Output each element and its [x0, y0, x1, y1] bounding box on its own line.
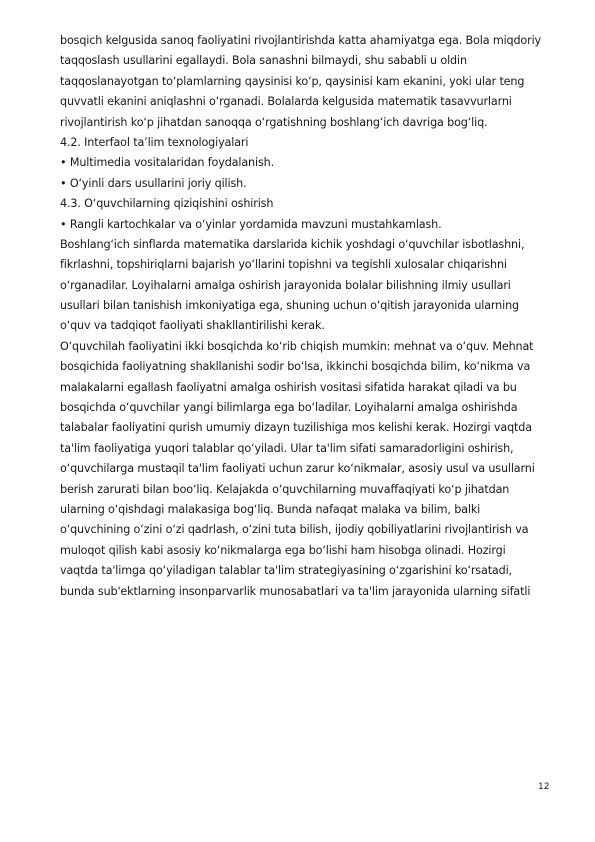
section-heading-4-3: 4.3. O‘quvchilarning qiziqishini oshirish	[60, 197, 274, 211]
text-line: malakalarni egallash faoliyatni amalga oshirish vositasi sifatida harakat qiladi va bu	[60, 380, 517, 394]
text-line: muloqot qilish kabi asosiy ko‘nikmalarga ega bo‘lishi ham hisobga olinadi. Hozirgi	[60, 543, 506, 557]
text-line: usullari bilan tanishish imkoniyatiga ega, shuning uchun o‘qitish jarayonida ularning	[60, 299, 519, 313]
text-line: vaqtda ta'limga qo‘yiladigan talablar ta'lim strategiyasining o‘zgarishini ko‘rsatadi,	[60, 564, 512, 578]
text-line: bosqich kelgusida sanoq faoliyatini rivojlantirishda katta ahamiyatga ega. Bola miqdoriy	[60, 34, 542, 47]
text-line: Boshlang‘ich sinflarda matematika darslarida kichik yoshdagi o‘quvchilar isbotlashni,	[60, 237, 525, 251]
text-line: o‘quvchining o‘zini o‘zi qadrlash, o‘zini tuta bilish, ijodiy qobiliyatlarini rivojlantirish va	[60, 523, 529, 537]
section-heading-4-2: 4.2. Interfaol ta’lim texnologiyalari	[60, 135, 249, 149]
text-line: talabalar faoliyatini qurish umumiy dizayn tuzilishiga mos kelishi kerak. Hozirgi vaqtda	[60, 421, 532, 435]
bullet-item: • Multimedia vositalaridan foydalanish.	[60, 156, 274, 170]
text-line: taqqoslash usullarini egallaydi. Bola sanashni bilmaydi, shu sababli u oldin	[60, 54, 467, 68]
text-line: ta'lim faoliyatiga yuqori talablar qo‘yiladi. Ular ta'lim sifati samaradorligini oshirish,	[60, 441, 514, 455]
text-line: taqqoslanayotgan to‘plamlarning qaysinisi ko‘p, qaysinisi kam ekanini, yoki ular teng	[60, 74, 525, 88]
text-line: o‘quv va tadqiqot faoliyati shakllantirilishi kerak.	[60, 319, 325, 333]
text-line: o‘rganadilar. Loyihalarni amalga oshirish jarayonida bolalar bilishning ilmiy usullari	[60, 278, 511, 292]
text-line: o‘quvchilarga mustaqil ta'lim faoliyati uchun zarur ko‘nikmalar, asosiy usul va usullarni	[60, 462, 535, 476]
text-line: rivojlantirish ko‘p jihatdan sanoqqa o‘rgatishning boshlang‘ich davriga bog‘liq.	[60, 115, 488, 129]
text-line: ularning o‘qishdagi malakasiga bog‘liq. Bunda nafaqat malaka va bilim, balki	[60, 502, 481, 516]
text-line: bunda sub'ektlarning insonparvarlik munosabatlari va ta'lim jarayonida ularning sifatli	[60, 584, 531, 598]
page-number: 12	[538, 782, 550, 792]
text-line: fikrlashni, topshiriqlarni bajarish yo‘llarini topishni va tegishli xulosalar chiqarishni	[60, 258, 507, 272]
text-line: berish zarurati bilan boo‘liq. Kelajakda o‘quvchilarning muvaffaqiyati ko‘p jihatdan	[60, 482, 510, 496]
page-body	[60, 31, 560, 602]
bullet-item: • O‘yinli dars usullarini joriy qilish.	[60, 176, 247, 190]
text-line: bosqichida faoliyatning shakllanishi sodir bo‘lsa, ikkinchi bosqichda bilim, ko‘nikma va	[60, 360, 531, 374]
text-line: quvvatli ekanini aniqlashni o‘rganadi. Bolalarda kelgusida matematik tasavvurlarni	[60, 95, 512, 109]
text-line: O‘quvchilah faoliyatini ikki bosqichda ko‘rib chiqish mumkin: mehnat va o‘quv. Mehnat	[60, 339, 534, 353]
bullet-item: • Rangli kartochkalar va o‘yinlar yordamida mavzuni mustahkamlash.	[60, 217, 442, 231]
text-line: bosqichda o‘quvchilar yangi bilimlarga ega bo‘ladilar. Loyihalarni amalga oshirishda	[60, 401, 518, 415]
